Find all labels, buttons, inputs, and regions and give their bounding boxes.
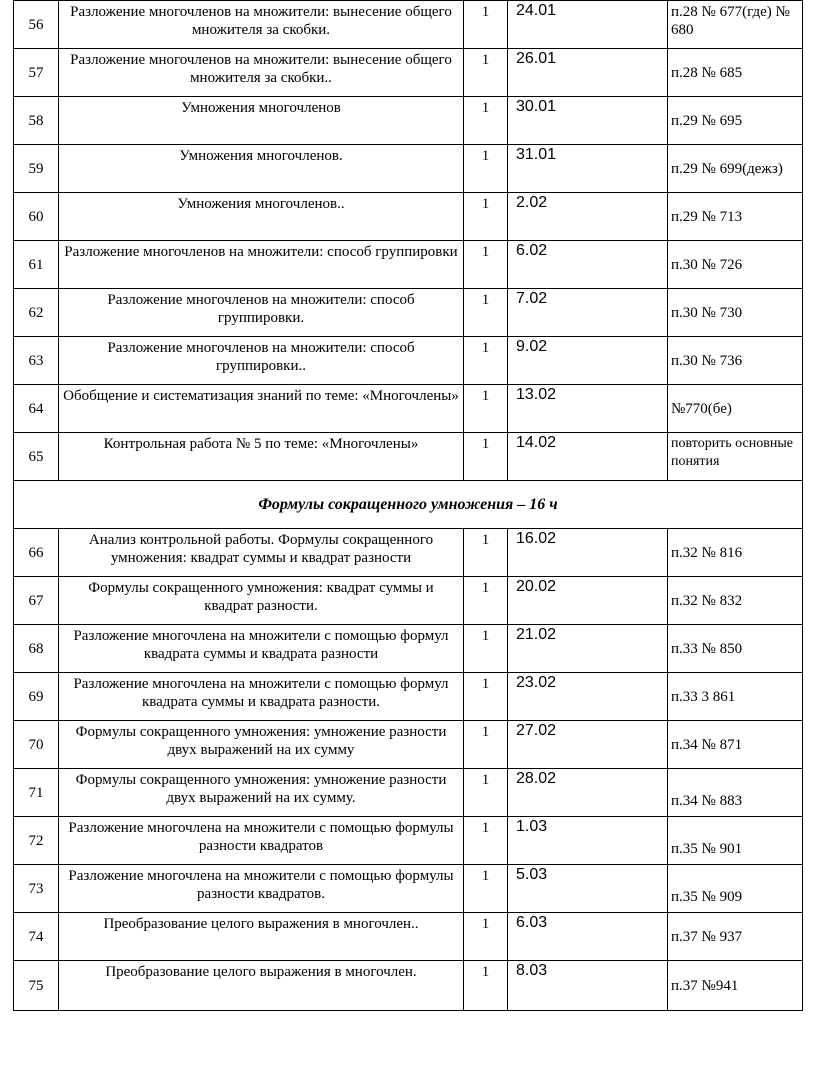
lesson-homework: п.28 № 685	[668, 49, 803, 97]
lesson-date: 21.02	[508, 625, 668, 673]
lesson-hours: 1	[464, 673, 508, 721]
lesson-date: 1.03	[508, 817, 668, 865]
lesson-number: 58	[14, 97, 59, 145]
table-row	[14, 865, 803, 913]
lesson-hours: 1	[464, 625, 508, 673]
lesson-date: 30.01	[508, 97, 668, 145]
lesson-number: 75	[14, 961, 59, 1011]
lesson-date: 23.02	[508, 673, 668, 721]
lesson-topic: Формулы сокращенного умножения: квадрат суммы и квадрат разности.	[59, 577, 464, 625]
table-row	[14, 49, 803, 97]
lesson-homework: п.32 № 832	[668, 577, 803, 625]
lesson-homework: п.33 № 850	[668, 625, 803, 673]
lesson-topic: Разложение многочленов на множители: вынесение общего множителя за скобки..	[59, 49, 464, 97]
table-row	[14, 577, 803, 625]
lesson-hours: 1	[464, 913, 508, 961]
lesson-hours: 1	[464, 433, 508, 481]
lesson-homework: п.29 № 699(дежз)	[668, 145, 803, 193]
lesson-number: 67	[14, 577, 59, 625]
table-row	[14, 433, 803, 481]
lesson-homework: п.35 № 901	[668, 817, 803, 865]
lesson-homework: №770(бе)	[668, 385, 803, 433]
lesson-homework: п.32 № 816	[668, 529, 803, 577]
lesson-topic: Разложение многочленов на множители: способ группировки	[59, 241, 464, 289]
lesson-number: 68	[14, 625, 59, 673]
lesson-hours: 1	[464, 385, 508, 433]
lesson-topic: Разложение многочленов на множители: вынесение общего множителя за скобки.	[59, 1, 464, 49]
lesson-topic: Разложение многочленов на множители: способ группировки.	[59, 289, 464, 337]
lesson-hours: 1	[464, 865, 508, 913]
lesson-homework: п.30 № 726	[668, 241, 803, 289]
lesson-date: 24.01	[508, 1, 668, 49]
lesson-topic: Анализ контрольной работы. Формулы сокращенного умножения: квадрат суммы и квадрат разности	[59, 529, 464, 577]
lesson-homework: п.30 № 736	[668, 337, 803, 385]
lesson-homework: п.37 № 937	[668, 913, 803, 961]
lesson-plan-table	[13, 0, 803, 1011]
lesson-number: 71	[14, 769, 59, 817]
table-row	[14, 961, 803, 1011]
lesson-number: 61	[14, 241, 59, 289]
lesson-number: 70	[14, 721, 59, 769]
lesson-homework: п.35 № 909	[668, 865, 803, 913]
lesson-homework: п.29 № 713	[668, 193, 803, 241]
lesson-topic: Обобщение и систематизация знаний по теме: «Многочлены»	[59, 385, 464, 433]
section-title: Формулы сокращенного умножения – 16 ч	[14, 481, 803, 529]
lesson-topic: Формулы сокращенного умножения: умножение разности двух выражений на их сумму	[59, 721, 464, 769]
lesson-date: 9.02	[508, 337, 668, 385]
lesson-date: 2.02	[508, 193, 668, 241]
table-row	[14, 529, 803, 577]
table-row	[14, 673, 803, 721]
lesson-number: 66	[14, 529, 59, 577]
lesson-topic: Разложение многочленов на множители: способ группировки..	[59, 337, 464, 385]
lesson-hours: 1	[464, 193, 508, 241]
lesson-homework: п.34 № 883	[668, 769, 803, 817]
lesson-date: 26.01	[508, 49, 668, 97]
lesson-topic: Разложение многочлена на множители с помощью формулы разности квадратов.	[59, 865, 464, 913]
lesson-topic: Контрольная работа № 5 по теме: «Многочлены»	[59, 433, 464, 481]
lesson-number: 56	[14, 1, 59, 49]
table-row	[14, 769, 803, 817]
lesson-hours: 1	[464, 145, 508, 193]
lesson-date: 31.01	[508, 145, 668, 193]
section-row	[14, 481, 803, 529]
lesson-hours: 1	[464, 289, 508, 337]
lesson-number: 57	[14, 49, 59, 97]
lesson-topic: Разложение многочлена на множители с помощью формулы разности квадратов	[59, 817, 464, 865]
table-row	[14, 625, 803, 673]
lesson-topic: Формулы сокращенного умножения: умножение разности двух выражений на их сумму.	[59, 769, 464, 817]
lesson-date: 27.02	[508, 721, 668, 769]
lesson-hours: 1	[464, 529, 508, 577]
table-row	[14, 289, 803, 337]
lesson-topic: Преобразование целого выражения в многочлен..	[59, 913, 464, 961]
lesson-homework: п.29 № 695	[668, 97, 803, 145]
lesson-date: 13.02	[508, 385, 668, 433]
table-row	[14, 1, 803, 49]
table-row	[14, 817, 803, 865]
lesson-number: 65	[14, 433, 59, 481]
table-row	[14, 241, 803, 289]
table-row	[14, 913, 803, 961]
lesson-topic: Умножения многочленов..	[59, 193, 464, 241]
lesson-hours: 1	[464, 721, 508, 769]
lesson-number: 60	[14, 193, 59, 241]
lesson-homework: п.33 3 861	[668, 673, 803, 721]
table-row	[14, 145, 803, 193]
table-row	[14, 193, 803, 241]
table-row	[14, 721, 803, 769]
lesson-homework: п.34 № 871	[668, 721, 803, 769]
lesson-number: 59	[14, 145, 59, 193]
lesson-number: 64	[14, 385, 59, 433]
lesson-hours: 1	[464, 337, 508, 385]
lesson-number: 74	[14, 913, 59, 961]
lesson-topic: Преобразование целого выражения в многочлен.	[59, 961, 464, 1011]
lesson-date: 28.02	[508, 769, 668, 817]
lesson-number: 73	[14, 865, 59, 913]
lesson-number: 62	[14, 289, 59, 337]
lesson-homework: п.28 № 677(где) № 680	[668, 1, 803, 49]
lesson-date: 20.02	[508, 577, 668, 625]
lesson-hours: 1	[464, 1, 508, 49]
table-row	[14, 97, 803, 145]
table-row	[14, 385, 803, 433]
lesson-hours: 1	[464, 769, 508, 817]
lesson-homework: п.30 № 730	[668, 289, 803, 337]
lesson-hours: 1	[464, 241, 508, 289]
lesson-hours: 1	[464, 49, 508, 97]
lesson-homework: п.37 №941	[668, 961, 803, 1011]
lesson-homework: повторить основные понятия	[668, 433, 803, 481]
lesson-hours: 1	[464, 97, 508, 145]
lesson-hours: 1	[464, 817, 508, 865]
lesson-date: 14.02	[508, 433, 668, 481]
table-row	[14, 337, 803, 385]
lesson-date: 7.02	[508, 289, 668, 337]
lesson-number: 69	[14, 673, 59, 721]
table-body	[14, 1, 803, 1011]
lesson-date: 5.03	[508, 865, 668, 913]
lesson-date: 6.03	[508, 913, 668, 961]
lesson-topic: Умножения многочленов	[59, 97, 464, 145]
lesson-date: 6.02	[508, 241, 668, 289]
lesson-hours: 1	[464, 577, 508, 625]
lesson-topic: Разложение многочлена на множители с помощью формул квадрата суммы и квадрата разности.	[59, 673, 464, 721]
lesson-number: 63	[14, 337, 59, 385]
lesson-date: 8.03	[508, 961, 668, 1011]
lesson-number: 72	[14, 817, 59, 865]
lesson-date: 16.02	[508, 529, 668, 577]
lesson-topic: Умножения многочленов.	[59, 145, 464, 193]
lesson-hours: 1	[464, 961, 508, 1011]
lesson-topic: Разложение многочлена на множители с помощью формул квадрата суммы и квадрата разности	[59, 625, 464, 673]
